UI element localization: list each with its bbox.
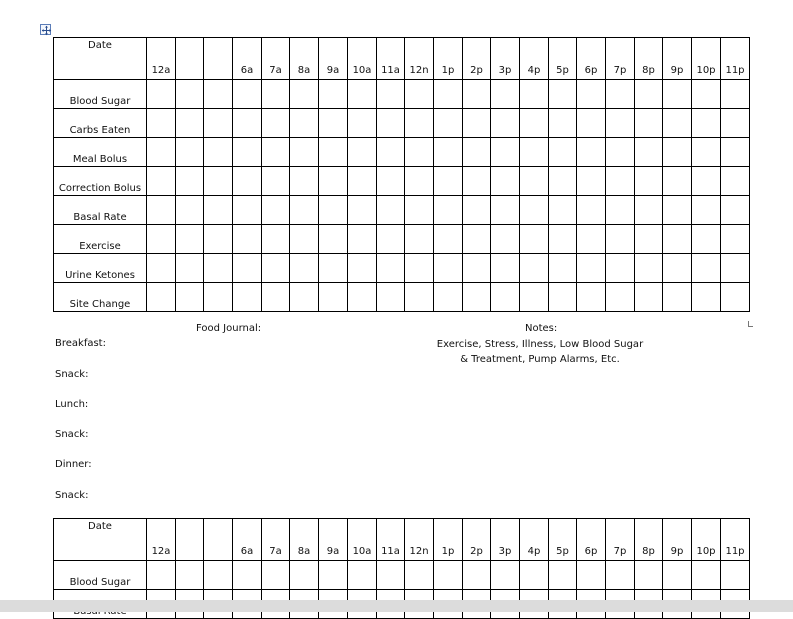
entry-cell[interactable] (233, 109, 262, 138)
entry-cell[interactable] (635, 561, 663, 590)
entry-cell[interactable] (463, 109, 491, 138)
entry-cell[interactable] (176, 283, 204, 312)
entry-cell[interactable] (262, 80, 290, 109)
hour-header-cell[interactable]: 11p (721, 38, 750, 80)
hour-header-cell[interactable]: 6p (577, 519, 606, 561)
entry-cell[interactable] (319, 254, 348, 283)
entry-cell[interactable] (663, 196, 692, 225)
entry-cell[interactable] (233, 225, 262, 254)
hour-header-cell[interactable]: 10p (692, 519, 721, 561)
entry-cell[interactable] (549, 254, 577, 283)
entry-cell[interactable] (405, 561, 434, 590)
hour-header-cell[interactable]: 5p (549, 38, 577, 80)
entry-cell[interactable] (147, 283, 176, 312)
entry-cell[interactable] (147, 138, 176, 167)
entry-cell[interactable] (176, 254, 204, 283)
entry-cell[interactable] (434, 167, 463, 196)
entry-cell[interactable] (577, 80, 606, 109)
hour-header-cell[interactable]: 2p (463, 38, 491, 80)
entry-cell[interactable] (577, 167, 606, 196)
entry-cell[interactable] (520, 254, 549, 283)
hour-header-cell[interactable]: 12n (405, 519, 434, 561)
table-resize-handle[interactable] (748, 321, 753, 327)
hour-header-cell[interactable]: 8p (635, 38, 663, 80)
meal-breakfast-label: Breakfast: (55, 338, 106, 349)
entry-cell[interactable] (176, 225, 204, 254)
entry-cell[interactable] (147, 196, 176, 225)
entry-cell[interactable] (692, 561, 721, 590)
entry-cell[interactable] (204, 138, 233, 167)
entry-cell[interactable] (290, 196, 319, 225)
hour-header-cell[interactable] (176, 38, 204, 80)
entry-cell[interactable] (491, 80, 520, 109)
entry-cell[interactable] (176, 138, 204, 167)
entry-cell[interactable] (463, 561, 491, 590)
entry-cell[interactable] (377, 138, 405, 167)
entry-cell[interactable] (348, 225, 377, 254)
entry-cell[interactable] (434, 254, 463, 283)
entry-cell[interactable] (204, 283, 233, 312)
hour-header-cell[interactable]: 7p (606, 519, 635, 561)
entry-cell[interactable] (147, 254, 176, 283)
hour-header-cell[interactable] (176, 519, 204, 561)
hour-header-cell[interactable]: 7a (262, 38, 290, 80)
entry-cell[interactable] (233, 167, 262, 196)
entry-cell[interactable] (692, 109, 721, 138)
row-label: Blood Sugar (54, 561, 147, 590)
entry-cell[interactable] (663, 80, 692, 109)
entry-cell[interactable] (491, 167, 520, 196)
entry-cell[interactable] (491, 254, 520, 283)
hour-header-cell[interactable]: 6a (233, 38, 262, 80)
entry-cell[interactable] (606, 225, 635, 254)
hour-header-cell[interactable] (204, 519, 233, 561)
entry-cell[interactable] (405, 196, 434, 225)
entry-cell[interactable] (606, 283, 635, 312)
entry-cell[interactable] (606, 196, 635, 225)
row-label: Correction Bolus (54, 167, 147, 196)
row-label: Carbs Eaten (54, 109, 147, 138)
entry-cell[interactable] (204, 254, 233, 283)
entry-cell[interactable] (549, 561, 577, 590)
table-row (54, 283, 750, 312)
entry-cell[interactable] (520, 167, 549, 196)
hour-header-cell[interactable]: 1p (434, 38, 463, 80)
entry-cell[interactable] (491, 196, 520, 225)
entry-cell[interactable] (721, 138, 750, 167)
entry-cell[interactable] (262, 196, 290, 225)
entry-cell[interactable] (549, 109, 577, 138)
entry-cell[interactable] (434, 80, 463, 109)
entry-cell[interactable] (290, 254, 319, 283)
entry-cell[interactable] (290, 138, 319, 167)
hour-header-cell[interactable]: 9a (319, 38, 348, 80)
entry-cell[interactable] (491, 225, 520, 254)
entry-cell[interactable] (176, 80, 204, 109)
table-row (54, 167, 750, 196)
entry-cell[interactable] (348, 138, 377, 167)
row-label: Basal Rate (54, 196, 147, 225)
hour-header-cell[interactable]: 12a (147, 38, 176, 80)
date-header-cell[interactable] (54, 38, 147, 80)
entry-cell[interactable] (520, 283, 549, 312)
entry-cell[interactable] (262, 283, 290, 312)
hour-header-cell[interactable]: 10a (348, 519, 377, 561)
entry-cell[interactable] (348, 254, 377, 283)
entry-cell[interactable] (663, 283, 692, 312)
hour-header-cell[interactable]: 11a (377, 519, 405, 561)
entry-cell[interactable] (692, 167, 721, 196)
entry-cell[interactable] (491, 109, 520, 138)
entry-cell[interactable] (348, 283, 377, 312)
entry-cell[interactable] (577, 283, 606, 312)
entry-cell[interactable] (204, 561, 233, 590)
blood-sugar-log-table (53, 37, 750, 312)
entry-cell[interactable] (405, 254, 434, 283)
entry-cell[interactable] (635, 167, 663, 196)
entry-cell[interactable] (635, 138, 663, 167)
hour-header-cell[interactable]: 6p (577, 38, 606, 80)
meal-snack-2-label: Snack: (55, 429, 89, 440)
entry-cell[interactable] (549, 138, 577, 167)
entry-cell[interactable] (721, 109, 750, 138)
entry-cell[interactable] (405, 80, 434, 109)
entry-cell[interactable] (377, 80, 405, 109)
entry-cell[interactable] (262, 561, 290, 590)
table-row (54, 196, 750, 225)
entry-cell[interactable] (319, 167, 348, 196)
entry-cell[interactable] (290, 167, 319, 196)
entry-cell[interactable] (606, 254, 635, 283)
entry-cell[interactable] (663, 225, 692, 254)
entry-cell[interactable] (319, 225, 348, 254)
entry-cell[interactable] (606, 167, 635, 196)
entry-cell[interactable] (434, 109, 463, 138)
table-row (54, 109, 750, 138)
entry-cell[interactable] (233, 254, 262, 283)
entry-cell[interactable] (405, 167, 434, 196)
date-label: Date (88, 521, 112, 532)
entry-cell[interactable] (721, 225, 750, 254)
entry-cell[interactable] (377, 225, 405, 254)
entry-cell[interactable] (348, 80, 377, 109)
entry-cell[interactable] (377, 109, 405, 138)
entry-cell[interactable] (434, 225, 463, 254)
entry-cell[interactable] (520, 80, 549, 109)
entry-cell[interactable] (721, 196, 750, 225)
entry-cell[interactable] (692, 196, 721, 225)
entry-cell[interactable] (290, 80, 319, 109)
entry-cell[interactable] (635, 225, 663, 254)
entry-cell[interactable] (319, 80, 348, 109)
entry-cell[interactable] (549, 196, 577, 225)
entry-cell[interactable] (663, 167, 692, 196)
entry-cell[interactable] (405, 138, 434, 167)
entry-cell[interactable] (319, 109, 348, 138)
entry-cell[interactable] (692, 225, 721, 254)
hour-header-cell[interactable]: 9p (663, 519, 692, 561)
entry-cell[interactable] (204, 196, 233, 225)
entry-cell[interactable] (262, 138, 290, 167)
entry-cell[interactable] (147, 80, 176, 109)
entry-cell[interactable] (405, 225, 434, 254)
entry-cell[interactable] (721, 561, 750, 590)
entry-cell[interactable] (319, 561, 348, 590)
entry-cell[interactable] (348, 561, 377, 590)
entry-cell[interactable] (663, 561, 692, 590)
entry-cell[interactable] (348, 167, 377, 196)
hour-header-cell[interactable]: 8a (290, 519, 319, 561)
entry-cell[interactable] (377, 196, 405, 225)
entry-cell[interactable] (176, 196, 204, 225)
entry-cell[interactable] (549, 80, 577, 109)
entry-cell[interactable] (204, 167, 233, 196)
hour-header-cell[interactable]: 9p (663, 38, 692, 80)
hour-header-cell[interactable]: 4p (520, 519, 549, 561)
food-journal-title: Food Journal: (196, 323, 262, 334)
entry-cell[interactable] (577, 254, 606, 283)
entry-cell[interactable] (290, 225, 319, 254)
entry-cell[interactable] (463, 80, 491, 109)
entry-cell[interactable] (606, 109, 635, 138)
entry-cell[interactable] (176, 167, 204, 196)
entry-cell[interactable] (348, 109, 377, 138)
entry-cell[interactable] (147, 225, 176, 254)
entry-cell[interactable] (233, 80, 262, 109)
hour-header-row (54, 519, 750, 561)
entry-cell[interactable] (319, 196, 348, 225)
entry-cell[interactable] (147, 167, 176, 196)
entry-cell[interactable] (262, 109, 290, 138)
hour-header-cell[interactable]: 1p (434, 519, 463, 561)
entry-cell[interactable] (434, 283, 463, 312)
hour-header-cell[interactable]: 12a (147, 519, 176, 561)
entry-cell[interactable] (549, 283, 577, 312)
entry-cell[interactable] (405, 283, 434, 312)
table-row (54, 561, 750, 590)
hour-header-cell[interactable]: 3p (491, 38, 520, 80)
meal-dinner-label: Dinner: (55, 459, 92, 470)
entry-cell[interactable] (176, 109, 204, 138)
hour-header-cell[interactable]: 7a (262, 519, 290, 561)
entry-cell[interactable] (635, 80, 663, 109)
hour-header-cell[interactable]: 8p (635, 519, 663, 561)
row-label: Meal Bolus (54, 138, 147, 167)
entry-cell[interactable] (549, 225, 577, 254)
entry-cell[interactable] (692, 283, 721, 312)
hour-header-cell[interactable]: 11a (377, 38, 405, 80)
entry-cell[interactable] (577, 225, 606, 254)
entry-cell[interactable] (377, 561, 405, 590)
entry-cell[interactable] (463, 196, 491, 225)
entry-cell[interactable] (491, 138, 520, 167)
notes-line-1: Exercise, Stress, Illness, Low Blood Sugar (436, 339, 644, 350)
entry-cell[interactable] (692, 80, 721, 109)
notes-instructions (420, 337, 660, 367)
hour-header-cell[interactable]: 7p (606, 38, 635, 80)
entry-cell[interactable] (290, 283, 319, 312)
entry-cell[interactable] (233, 196, 262, 225)
entry-cell[interactable] (721, 80, 750, 109)
entry-cell[interactable] (491, 561, 520, 590)
entry-cell[interactable] (463, 167, 491, 196)
hour-header-cell[interactable]: 10a (348, 38, 377, 80)
entry-cell[interactable] (606, 561, 635, 590)
entry-cell[interactable] (721, 283, 750, 312)
meal-snack-3-label: Snack: (55, 490, 89, 501)
entry-cell[interactable] (262, 167, 290, 196)
entry-cell[interactable] (233, 561, 262, 590)
hour-header-cell[interactable]: 6a (233, 519, 262, 561)
entry-cell[interactable] (663, 254, 692, 283)
entry-cell[interactable] (577, 196, 606, 225)
entry-cell[interactable] (348, 196, 377, 225)
entry-cell[interactable] (721, 254, 750, 283)
entry-cell[interactable] (204, 225, 233, 254)
entry-cell[interactable] (520, 561, 549, 590)
page-break-strip (0, 600, 793, 612)
entry-cell[interactable] (233, 138, 262, 167)
meal-lunch-label: Lunch: (55, 399, 89, 410)
entry-cell[interactable] (233, 283, 262, 312)
entry-cell[interactable] (262, 254, 290, 283)
entry-cell[interactable] (577, 561, 606, 590)
entry-cell[interactable] (606, 80, 635, 109)
table-row (54, 254, 750, 283)
row-label: Exercise (54, 225, 147, 254)
hour-header-cell[interactable]: 5p (549, 519, 577, 561)
date-header-cell[interactable] (54, 519, 147, 561)
entry-cell[interactable] (577, 138, 606, 167)
hour-header-cell[interactable]: 2p (463, 519, 491, 561)
entry-cell[interactable] (147, 561, 176, 590)
entry-cell[interactable] (204, 109, 233, 138)
entry-cell[interactable] (319, 138, 348, 167)
table-move-handle[interactable] (40, 24, 51, 35)
row-label: Urine Ketones (54, 254, 147, 283)
entry-cell[interactable] (635, 196, 663, 225)
entry-cell[interactable] (721, 167, 750, 196)
meal-snack-1-label: Snack: (55, 369, 89, 380)
entry-cell[interactable] (262, 225, 290, 254)
entry-cell[interactable] (663, 138, 692, 167)
entry-cell[interactable] (520, 138, 549, 167)
entry-cell[interactable] (377, 283, 405, 312)
entry-cell[interactable] (606, 138, 635, 167)
hour-header-cell[interactable]: 4p (520, 38, 549, 80)
entry-cell[interactable] (319, 283, 348, 312)
hour-header-cell[interactable] (204, 38, 233, 80)
entry-cell[interactable] (577, 109, 606, 138)
hour-header-cell[interactable]: 11p (721, 519, 750, 561)
notes-line-2: & Treatment, Pump Alarms, Etc. (460, 354, 620, 365)
entry-cell[interactable] (176, 561, 204, 590)
table-row (54, 225, 750, 254)
hour-header-cell[interactable]: 10p (692, 38, 721, 80)
entry-cell[interactable] (520, 109, 549, 138)
hour-header-cell[interactable]: 3p (491, 519, 520, 561)
entry-cell[interactable] (692, 138, 721, 167)
entry-cell[interactable] (434, 196, 463, 225)
row-label: Site Change (54, 283, 147, 312)
date-label: Date (88, 40, 112, 51)
entry-cell[interactable] (405, 109, 434, 138)
table-row (54, 138, 750, 167)
entry-cell[interactable] (377, 254, 405, 283)
entry-cell[interactable] (377, 167, 405, 196)
row-label: Blood Sugar (54, 80, 147, 109)
entry-cell[interactable] (520, 225, 549, 254)
entry-cell[interactable] (290, 109, 319, 138)
entry-cell[interactable] (663, 109, 692, 138)
hour-header-row (54, 38, 750, 80)
entry-cell[interactable] (635, 283, 663, 312)
entry-cell[interactable] (463, 138, 491, 167)
entry-cell[interactable] (692, 254, 721, 283)
hour-header-cell[interactable]: 8a (290, 38, 319, 80)
hour-header-cell[interactable]: 12n (405, 38, 434, 80)
entry-cell[interactable] (520, 196, 549, 225)
entry-cell[interactable] (635, 109, 663, 138)
entry-cell[interactable] (434, 561, 463, 590)
entry-cell[interactable] (204, 80, 233, 109)
entry-cell[interactable] (290, 561, 319, 590)
entry-cell[interactable] (463, 283, 491, 312)
entry-cell[interactable] (147, 109, 176, 138)
entry-cell[interactable] (491, 283, 520, 312)
entry-cell[interactable] (549, 167, 577, 196)
hour-header-cell[interactable]: 9a (319, 519, 348, 561)
notes-title: Notes: (525, 323, 558, 334)
table-row (54, 80, 750, 109)
move-arrows-icon (41, 25, 52, 36)
entry-cell[interactable] (463, 225, 491, 254)
entry-cell[interactable] (434, 138, 463, 167)
entry-cell[interactable] (463, 254, 491, 283)
entry-cell[interactable] (635, 254, 663, 283)
